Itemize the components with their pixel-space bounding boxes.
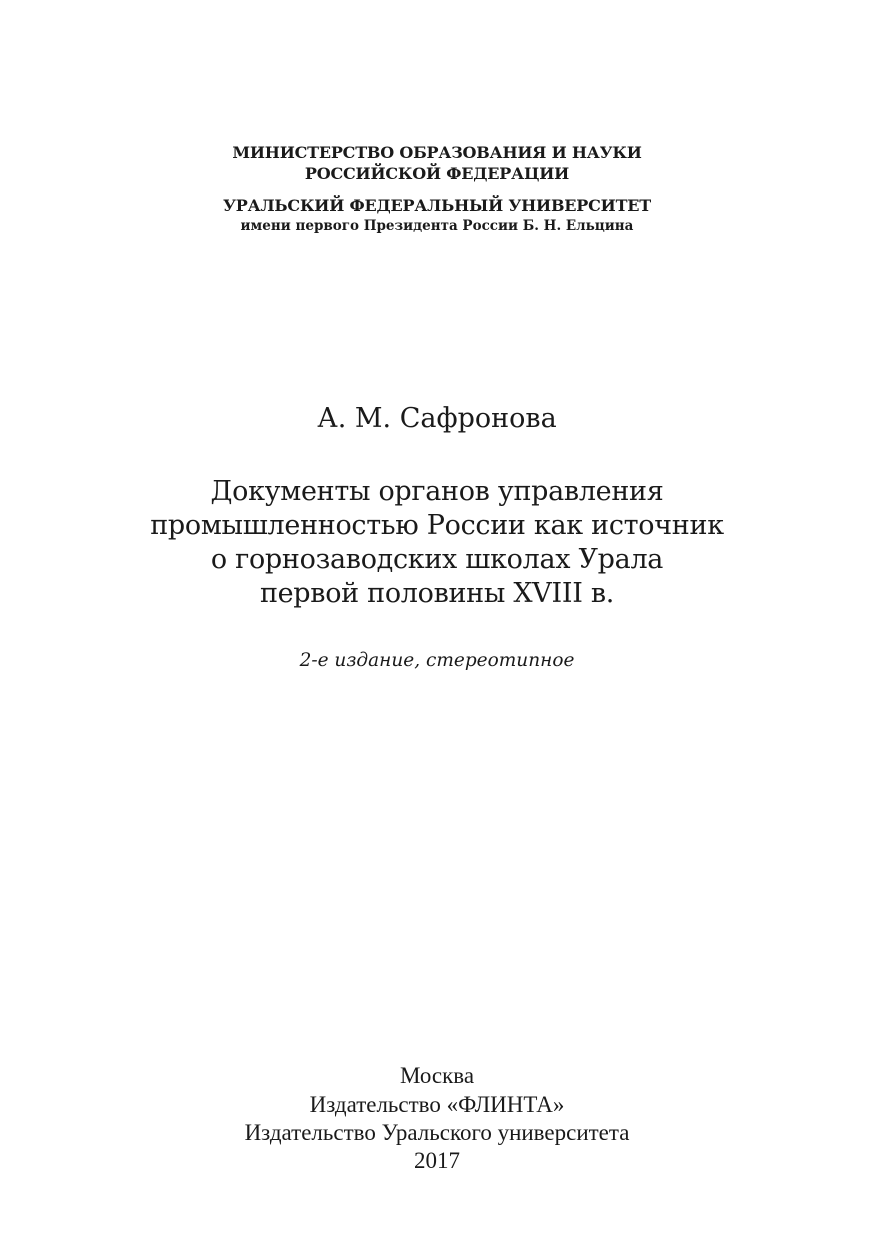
ministry-name-line-1: МИНИСТЕРСТВО ОБРАЗОВАНИЯ И НАУКИ (232, 143, 642, 162)
imprint-publisher-1: Издательство «ФЛИНТА» (309, 1092, 565, 1117)
book-title-line-3: о горнозаводских школах Урала (210, 544, 664, 575)
book-title-line-4: первой половины XVIII в. (259, 578, 615, 609)
edition-note: 2-е издание, стереотипное (299, 650, 575, 671)
book-title-line-1: Документы органов управления (210, 476, 664, 507)
university-name-line-1: УРАЛЬСКИЙ ФЕДЕРАЛЬНЫЙ УНИВЕРСИТЕТ (223, 196, 651, 215)
university-name-line-2: имени первого Президента России Б. Н. Ельцина (240, 218, 634, 234)
author-name: А. М. Сафронова (317, 403, 557, 434)
ministry-name-line-2: РОССИЙСКОЙ ФЕДЕРАЦИИ (304, 164, 570, 183)
book-title-line-2: промышленностью России как источник (150, 510, 724, 541)
imprint-publisher-2: Издательство Уральского университета (244, 1120, 630, 1145)
imprint-year: 2017 (414, 1148, 460, 1173)
imprint-city: Москва (399, 1063, 475, 1088)
